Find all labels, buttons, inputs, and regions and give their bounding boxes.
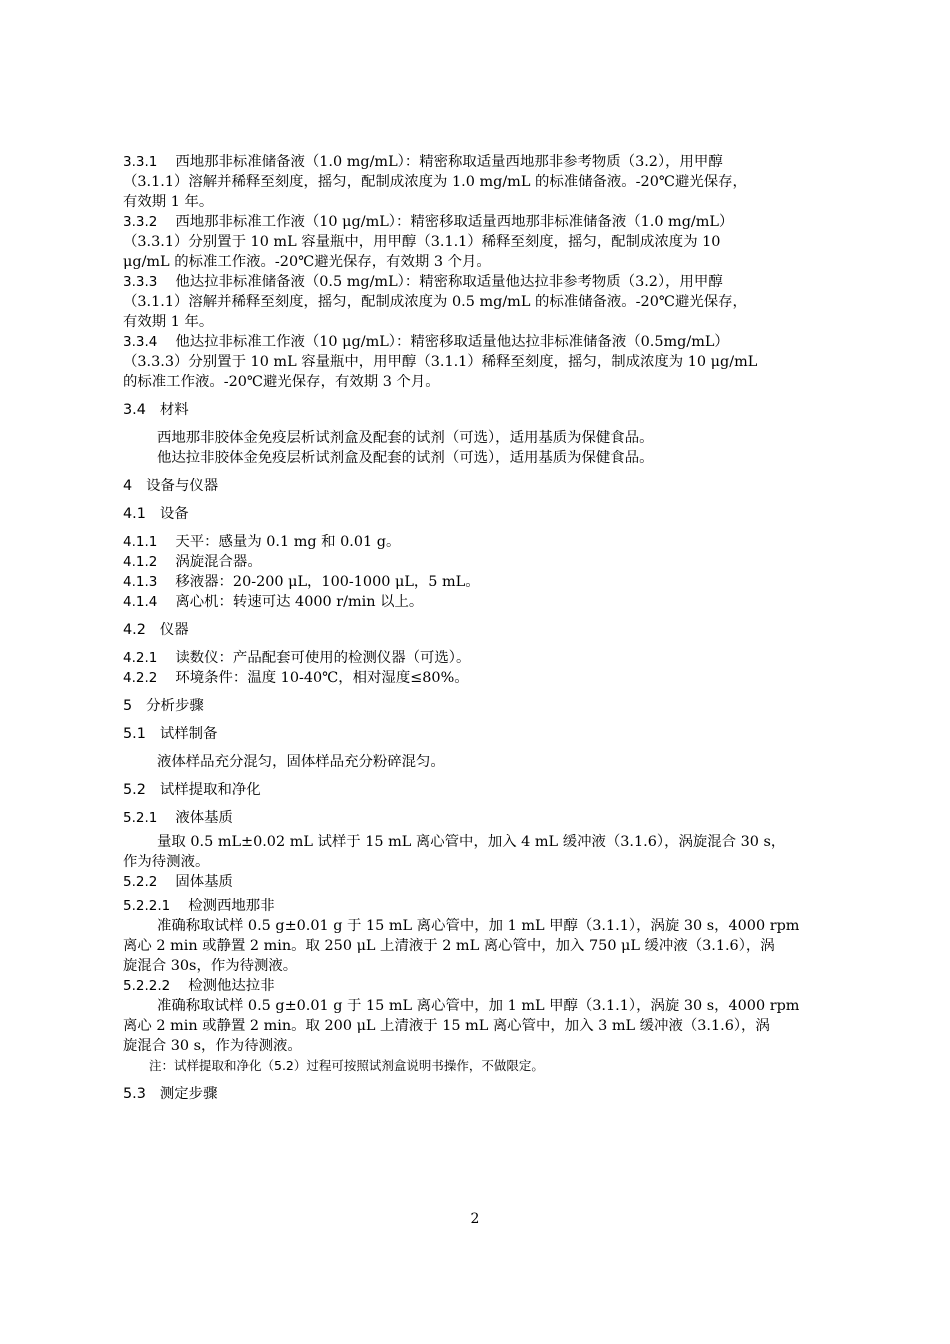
- heading-title: 设备与仪器: [146, 478, 219, 494]
- paragraph: 准确称取试样 0.5 g±0.01 g 于 15 mL 离心管中，加 1 mL 甲醇（3.1.1），涡旋 30 s，4000 rpm: [157, 998, 800, 1014]
- note: 注：试样提取和净化（5.2）过程可按照试剂盒说明书操作，不做限定。: [149, 1058, 544, 1073]
- clause-4-1-1: [123, 532, 828, 552]
- clause-text: （3.3.1）分别置于 10 mL 容量瓶中，用甲醇（3.1.1）稀释至刻度，摇匀，配制成浓度为 10: [123, 234, 721, 250]
- clause-text: 涡旋混合器。: [175, 554, 262, 570]
- heading-number: 5.1: [123, 726, 146, 742]
- heading-title: 仪器: [159, 622, 189, 638]
- page-number: 2: [470, 1211, 480, 1227]
- clause-title: 检测西地那非: [188, 898, 275, 914]
- heading-number: 5.3: [123, 1086, 146, 1102]
- clause-number: 5.2.1: [123, 810, 158, 826]
- heading-title: 分析步骤: [146, 698, 204, 714]
- heading-title: 设备: [159, 506, 189, 522]
- section-heading-5-1: [123, 724, 828, 744]
- clause-number: 3.3.2: [123, 214, 158, 230]
- clause-number: 5.2.2: [123, 874, 158, 890]
- heading-number: 4.2: [123, 622, 146, 638]
- paragraph: 作为待测液。: [123, 854, 210, 870]
- clause-number: 4.2.2: [123, 670, 158, 686]
- clause-4-2-2: [123, 668, 828, 688]
- clause-text: 读数仪：产品配套可使用的检测仪器（可选）。: [175, 650, 471, 666]
- paragraph: 他达拉非胶体金免疫层析试剂盒及配套的试剂（可选），适用基质为保健食品。: [157, 450, 654, 466]
- paragraph: 离心 2 min 或静置 2 min。取 200 μL 上清液于 15 mL 离心管中，加入 3 mL 缓冲液（3.1.6），涡: [123, 1018, 770, 1034]
- paragraph: 离心 2 min 或静置 2 min。取 250 μL 上清液于 2 mL 离心管中，加入 750 μL 缓冲液（3.1.6），涡: [123, 938, 775, 954]
- clause-5-2-2-heading: [123, 872, 828, 892]
- clause-text: 他达拉非标准储备液（0.5 mg/mL）：精密称取适量他达拉非参考物质（3.2），用甲醇: [175, 274, 723, 290]
- clause-number: 3.3.1: [123, 154, 158, 170]
- heading-title: 材料: [159, 402, 189, 418]
- section-heading-4-2: [123, 620, 828, 640]
- clause-4-1-3: [123, 572, 828, 592]
- heading-title: 试样提取和净化: [159, 782, 261, 798]
- section-heading-3-4: [123, 400, 828, 420]
- clause-3-3-3: [123, 272, 828, 332]
- paragraph: 量取 0.5 mL±0.02 mL 试样于 15 mL 离心管中，加入 4 mL 缓冲液（3.1.6），涡旋混合 30 s，: [157, 834, 786, 850]
- clause-text: 有效期 1 年。: [123, 314, 214, 330]
- clause-4-1-4: [123, 592, 828, 612]
- clause-title: 固体基质: [175, 874, 233, 890]
- clause-number: 5.2.2.2: [123, 978, 171, 994]
- clause-number: 3.3.4: [123, 334, 158, 350]
- clause-text: 西地那非标准工作液（10 μg/mL）：精密移取适量西地那非标准储备液（1.0 mg/mL）: [175, 214, 734, 230]
- paragraph: 准确称取试样 0.5 g±0.01 g 于 15 mL 离心管中，加 1 mL 甲醇（3.1.1），涡旋 30 s，4000 rpm: [157, 918, 800, 934]
- clause-text: μg/mL 的标准工作液。-20℃避光保存，有效期 3 个月。: [123, 254, 491, 270]
- clause-number: 4.2.1: [123, 650, 158, 666]
- paragraph: 旋混合 30s，作为待测液。: [123, 958, 298, 974]
- heading-number: 5.2: [123, 782, 146, 798]
- clause-text: （3.1.1）溶解并稀释至刻度，摇匀，配制成浓度为 0.5 mg/mL 的标准储备液。-20℃避光保存，: [123, 294, 747, 310]
- clause-text: 他达拉非标准工作液（10 μg/mL）：精密移取适量他达拉非标准储备液（0.5mg/mL）: [175, 334, 729, 350]
- clause-text: 的标准工作液。-20℃避光保存，有效期 3 个月。: [123, 374, 440, 390]
- section-heading-5: [123, 696, 828, 716]
- clause-number: 5.2.2.1: [123, 898, 171, 914]
- paragraph: 西地那非胶体金免疫层析试剂盒及配套的试剂（可选），适用基质为保健食品。: [157, 430, 654, 446]
- section-heading-5-3: [123, 1084, 828, 1104]
- clause-number: 4.1.4: [123, 594, 158, 610]
- clause-3-3-2: [123, 212, 828, 272]
- heading-title: 试样制备: [159, 726, 218, 742]
- clause-title: 液体基质: [175, 810, 233, 826]
- clause-text: 环境条件：温度 10-40℃，相对湿度≤80%。: [175, 670, 469, 686]
- clause-text: 西地那非标准储备液（1.0 mg/mL）：精密称取适量西地那非参考物质（3.2），用甲醇: [175, 154, 723, 170]
- clause-4-1-2: [123, 552, 828, 572]
- paragraph: 旋混合 30 s，作为待测液。: [123, 1038, 302, 1054]
- clause-3-3-4: [123, 332, 828, 392]
- section-heading-5-2: [123, 780, 828, 800]
- clause-5-2-1-heading: [123, 808, 828, 828]
- clause-3-3-1: [123, 152, 828, 212]
- clause-text: 移液器：20-200 μL，100-1000 μL，5 mL。: [175, 574, 480, 590]
- clause-number: 4.1.3: [123, 574, 158, 590]
- clause-number: 4.1.2: [123, 554, 158, 570]
- clause-text: 天平：感量为 0.1 mg 和 0.01 g。: [175, 534, 401, 550]
- clause-title: 检测他达拉非: [188, 978, 275, 994]
- clause-4-2-1: [123, 648, 828, 668]
- clause-text: 离心机：转速可达 4000 r/min 以上。: [175, 594, 424, 610]
- heading-number: 4: [123, 478, 133, 494]
- heading-number: 4.1: [123, 506, 146, 522]
- heading-number: 5: [123, 698, 133, 714]
- heading-number: 3.4: [123, 402, 146, 418]
- section-heading-4-1: [123, 504, 828, 524]
- clause-text: （3.1.1）溶解并稀释至刻度，摇匀，配制成浓度为 1.0 mg/mL 的标准储备液。-20℃避光保存，: [123, 174, 747, 190]
- section-heading-4: [123, 476, 828, 496]
- clause-number: 4.1.1: [123, 534, 158, 550]
- clause-text: 有效期 1 年。: [123, 194, 214, 210]
- paragraph: 液体样品充分混匀，固体样品充分粉碎混匀。: [157, 754, 445, 770]
- page-content: [123, 152, 828, 1112]
- clause-number: 3.3.3: [123, 274, 158, 290]
- clause-5-2-2-2-heading: [123, 976, 828, 996]
- clause-text: （3.3.3）分别置于 10 mL 容量瓶中，用甲醇（3.1.1）稀释至刻度，摇匀，制成浓度为 10 μg/mL: [123, 354, 758, 370]
- heading-title: 测定步骤: [159, 1086, 218, 1102]
- clause-5-2-2-1-heading: [123, 896, 828, 916]
